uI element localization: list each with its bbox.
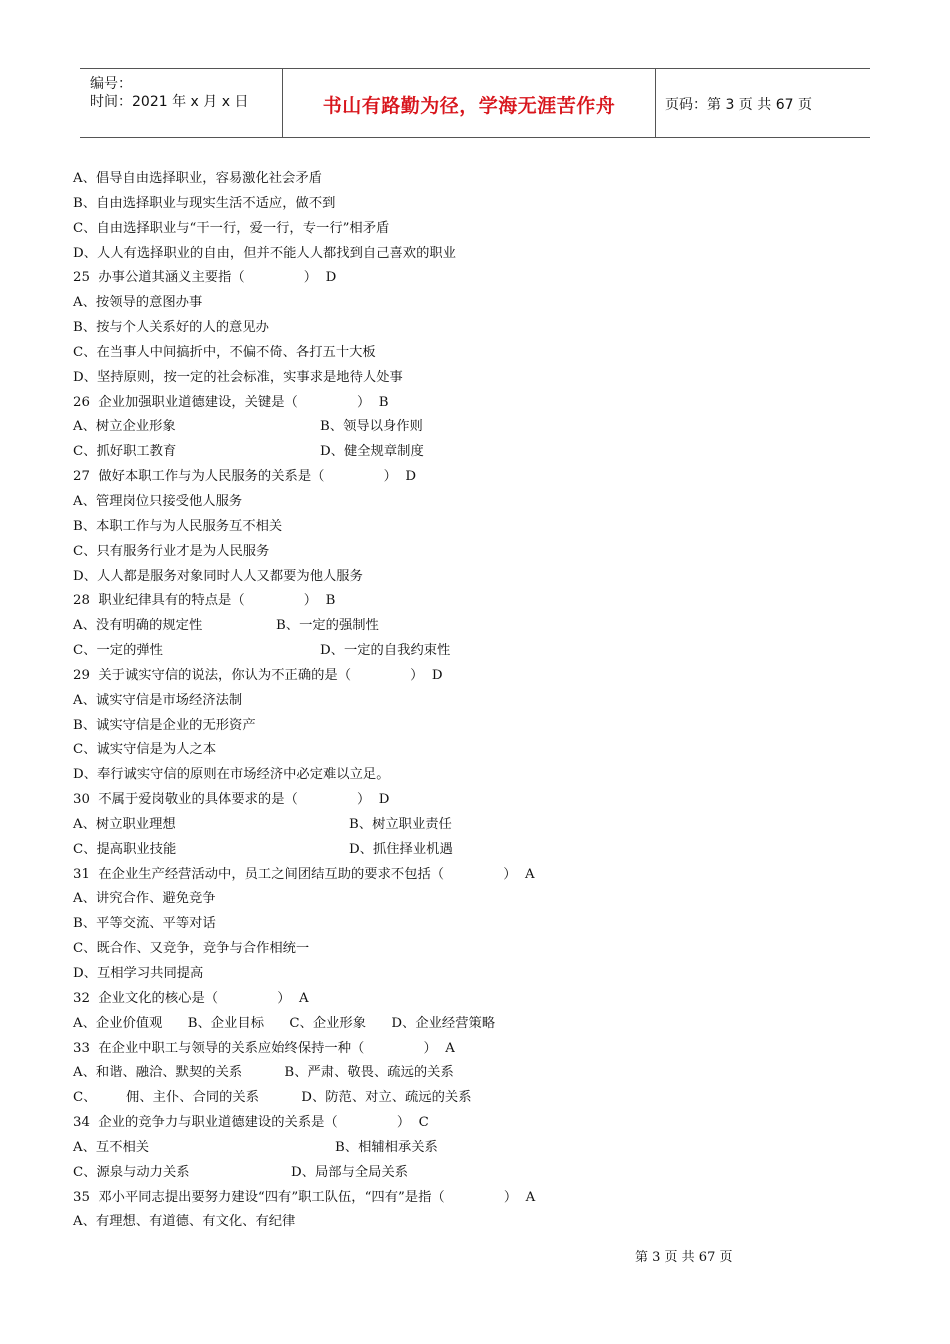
line-text: A、和谐、融洽、默契的关系 B、严肃、敬畏、疏远的关系 bbox=[73, 1065, 454, 1081]
line-text: A、树立企业形象 bbox=[73, 419, 176, 435]
text-line bbox=[73, 1186, 893, 1211]
text-line bbox=[73, 415, 893, 440]
line-text: 32 企业文化的核心是（ ） A bbox=[73, 990, 309, 1006]
text-line bbox=[73, 1136, 893, 1161]
text-line bbox=[73, 589, 893, 614]
line-text: D、人人都是服务对象同时人人又都要为他人服务 bbox=[73, 568, 363, 584]
text-line bbox=[73, 838, 893, 863]
text-line bbox=[73, 465, 893, 490]
line-text-col2: D、局部与全局关系 bbox=[291, 1164, 409, 1180]
line-text: C、既合作、又竞争，竞争与合作相统一 bbox=[73, 941, 310, 957]
text-line bbox=[73, 565, 893, 590]
text-line bbox=[73, 192, 893, 217]
line-text: C、提高职业技能 bbox=[73, 841, 177, 857]
motto: 书山有路勤为径，学海无涯苦作舟 bbox=[322, 95, 616, 117]
page-footer: 第 3 页 共 67 页 bbox=[635, 1250, 733, 1265]
text-line bbox=[73, 614, 893, 639]
text-line bbox=[73, 887, 893, 912]
text-line bbox=[73, 763, 893, 788]
text-line bbox=[73, 863, 893, 888]
text-line bbox=[73, 664, 893, 689]
text-line bbox=[73, 440, 893, 465]
line-text: D、坚持原则，按一定的社会标准，实事求是地待人处事 bbox=[73, 369, 403, 385]
header-motto-cell bbox=[282, 69, 656, 137]
question-content bbox=[73, 167, 893, 1235]
line-text: B、诚实守信是企业的无形资产 bbox=[73, 717, 256, 733]
line-text: A、有理想、有道德、有文化、有纪律 bbox=[73, 1214, 296, 1230]
text-line bbox=[73, 1086, 893, 1111]
line-text: C、诚实守信是为人之本 bbox=[73, 742, 217, 758]
text-line bbox=[73, 316, 893, 341]
line-text: C、一定的弹性 bbox=[73, 643, 163, 659]
line-text: C、在当事人中间搞折中，不偏不倚、各打五十大板 bbox=[73, 344, 376, 360]
text-line bbox=[73, 515, 893, 540]
line-text: 25 办事公道其涵义主要指（ ） D bbox=[73, 270, 337, 286]
line-text-col2: B、相辅相承关系 bbox=[335, 1139, 438, 1155]
line-text: D、奉行诚实守信的原则在市场经济中必定难以立足。 bbox=[73, 767, 390, 783]
line-text: A、倡导自由选择职业，容易激化社会矛盾 bbox=[73, 171, 322, 186]
text-line bbox=[73, 167, 893, 192]
text-line bbox=[73, 1037, 893, 1062]
line-text: C、 佣、主仆、合同的关系 D、防范、对立、疏远的关系 bbox=[73, 1090, 472, 1106]
line-text: 33 在企业中职工与领导的关系应始终保持一种（ ） A bbox=[73, 1040, 455, 1056]
line-text: 34 企业的竞争力与职业道德建设的关系是（ ） C bbox=[73, 1115, 429, 1131]
text-line bbox=[73, 788, 893, 813]
text-line bbox=[73, 266, 893, 291]
line-text: 27 做好本职工作与为人民服务的关系是（ ） D bbox=[73, 469, 417, 485]
text-line bbox=[73, 291, 893, 316]
text-line bbox=[73, 689, 893, 714]
line-text: 29 关于诚实守信的说法，你认为不正确的是（ ） D bbox=[73, 667, 443, 683]
line-text: C、抓好职工教育 bbox=[73, 444, 177, 460]
text-line bbox=[73, 639, 893, 664]
line-text: A、诚实守信是市场经济法制 bbox=[73, 692, 243, 708]
line-text-col2: D、健全规章制度 bbox=[320, 444, 424, 460]
line-text: A、企业价值观 B、企业目标 C、企业形象 D、企业经营策略 bbox=[73, 1015, 496, 1031]
line-text-col2: B、一定的强制性 bbox=[276, 618, 379, 634]
text-line bbox=[73, 1111, 893, 1136]
text-line bbox=[73, 912, 893, 937]
line-text-col2: D、一定的自我约束性 bbox=[320, 643, 451, 659]
text-line bbox=[73, 391, 893, 416]
line-text: C、只有服务行业才是为人民服务 bbox=[73, 543, 270, 559]
line-text: C、自由选择职业与“干一行，爱一行，专一行”相矛盾 bbox=[73, 220, 390, 236]
page-header bbox=[80, 68, 870, 138]
line-text: 26 企业加强职业道德建设，关键是（ ） B bbox=[73, 394, 389, 410]
line-text: 30 不属于爱岗敬业的具体要求的是（ ） D bbox=[73, 792, 390, 808]
line-text: B、本职工作与为人民服务互不相关 bbox=[73, 518, 283, 534]
text-line bbox=[73, 813, 893, 838]
text-line bbox=[73, 1061, 893, 1086]
number-label: 编号： bbox=[90, 76, 132, 92]
line-text-col2: B、树立职业责任 bbox=[349, 816, 452, 832]
text-line bbox=[73, 366, 893, 391]
line-text: A、按领导的意图办事 bbox=[73, 295, 203, 311]
text-line bbox=[73, 714, 893, 739]
line-text: D、人人有选择职业的自由，但并不能人人都找到自己喜欢的职业 bbox=[73, 245, 456, 261]
text-line bbox=[73, 937, 893, 962]
line-text: 28 职业纪律具有的特点是（ ） B bbox=[73, 593, 336, 609]
text-line bbox=[73, 490, 893, 515]
line-text: C、源泉与动力关系 bbox=[73, 1164, 190, 1180]
line-text: A、讲究合作、避免竞争 bbox=[73, 891, 216, 907]
line-text: A、树立职业理想 bbox=[73, 816, 176, 832]
line-text: A、互不相关 bbox=[73, 1139, 150, 1155]
header-right-cell bbox=[655, 69, 870, 137]
line-text: B、按与个人关系好的人的意见办 bbox=[73, 320, 269, 336]
text-line bbox=[73, 540, 893, 565]
text-line bbox=[73, 1161, 893, 1186]
line-text: A、没有明确的规定性 bbox=[73, 618, 203, 634]
line-text: 31 在企业生产经营活动中，员工之间团结互助的要求不包括（ ） A bbox=[73, 866, 535, 882]
line-text: A、管理岗位只接受他人服务 bbox=[73, 493, 243, 509]
line-text: 35 邓小平同志提出要努力建设“四有”职工队伍，“四有”是指（ ） A bbox=[73, 1189, 536, 1205]
text-line bbox=[73, 987, 893, 1012]
header-left-cell bbox=[80, 69, 282, 137]
line-text: D、互相学习共同提高 bbox=[73, 966, 204, 981]
text-line bbox=[73, 242, 893, 267]
line-text-col2: D、抓住择业机遇 bbox=[349, 841, 453, 857]
date-label: 时间：2021 年 x 月 x 日 bbox=[90, 94, 249, 110]
text-line bbox=[73, 738, 893, 763]
line-text: B、自由选择职业与现实生活不适应，做不到 bbox=[73, 195, 336, 211]
text-line bbox=[73, 217, 893, 242]
text-line bbox=[73, 341, 893, 366]
text-line bbox=[73, 1210, 893, 1235]
line-text: B、平等交流、平等对话 bbox=[73, 916, 216, 932]
page-code: 页码：第 3 页 共 67 页 bbox=[665, 97, 812, 113]
text-line bbox=[73, 962, 893, 987]
line-text-col2: B、领导以身作则 bbox=[320, 419, 423, 435]
text-line bbox=[73, 1012, 893, 1037]
